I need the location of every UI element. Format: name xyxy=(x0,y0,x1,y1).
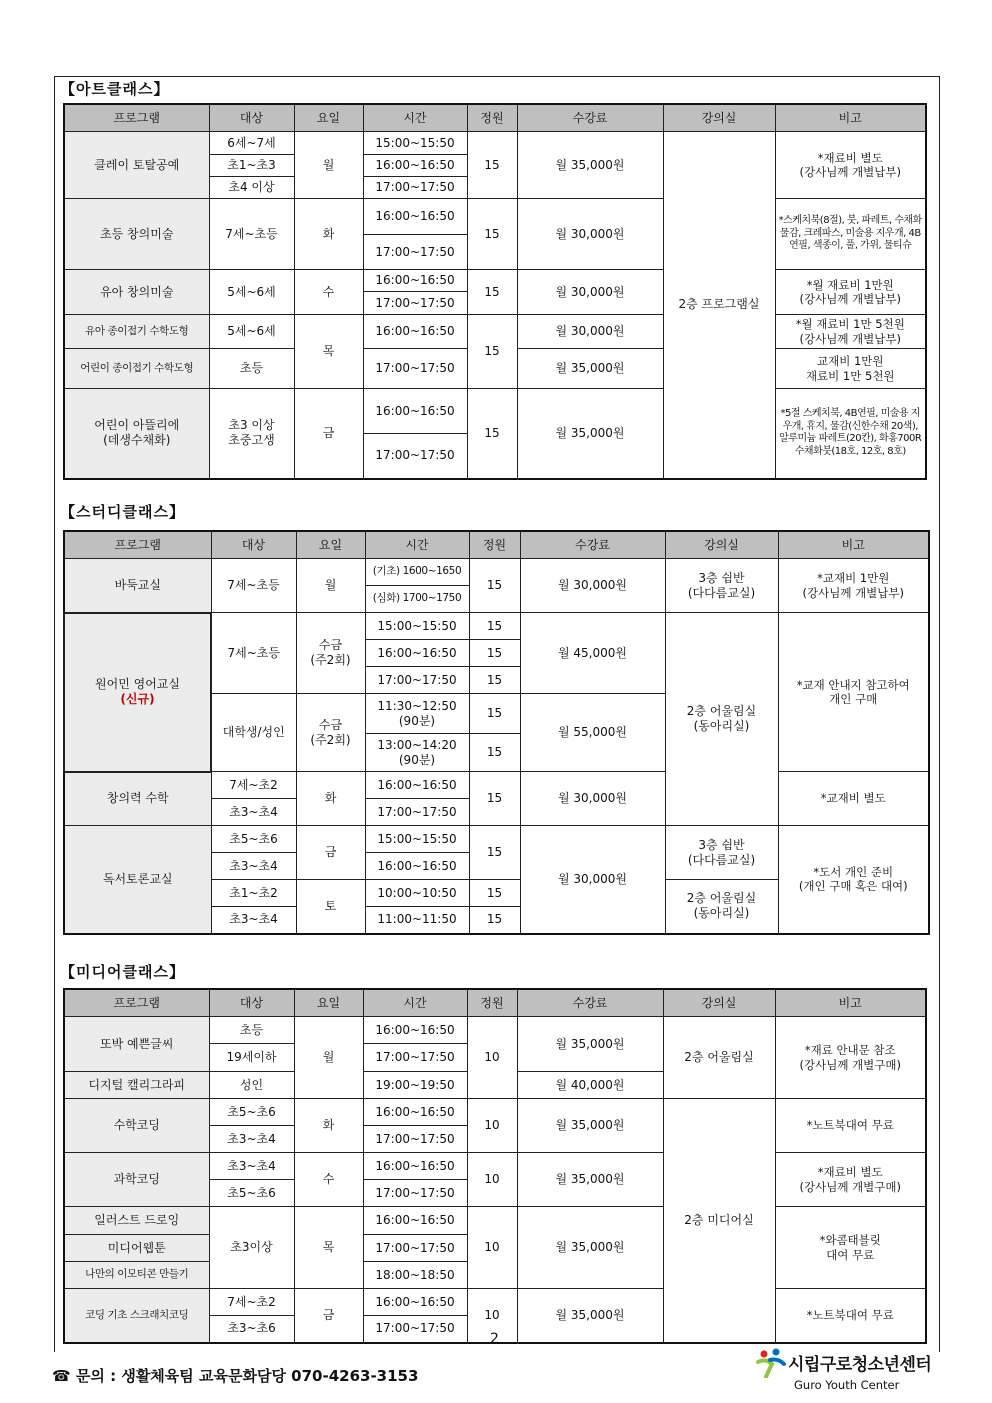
header-note: 비고 xyxy=(775,104,926,132)
fee: 월 45,000원 xyxy=(520,613,665,694)
header-fee: 수강료 xyxy=(520,531,665,559)
study-class-table xyxy=(63,530,930,935)
header-target: 대상 xyxy=(211,531,296,559)
capacity: 15 xyxy=(467,389,517,479)
time: 13:00~14:20 (90분) xyxy=(365,734,469,772)
time: 17:00~17:50 xyxy=(363,349,467,389)
header-program: 프로그램 xyxy=(64,104,209,132)
time: 16:00~16:50 xyxy=(365,772,469,799)
room: 2층 미디어실 xyxy=(663,1099,775,1343)
fee: 월 35,000원 xyxy=(517,1153,663,1207)
capacity: 15 xyxy=(467,315,517,389)
time: 16:00~16:50 xyxy=(365,853,469,880)
header-note: 비고 xyxy=(778,531,929,559)
program-name: 독서토론교실 xyxy=(64,826,211,934)
program-name: 코딩 기초 스크래치코딩 xyxy=(64,1289,209,1343)
logo-korean-name: 시립구로청소년센터 xyxy=(788,1354,932,1375)
fee: 월 30,000원 xyxy=(520,772,665,826)
capacity: 15 xyxy=(469,640,520,667)
program-name: 유아 종이접기 수학도형 xyxy=(64,315,209,349)
program-title: 원어민 영어교실 xyxy=(95,677,180,691)
note: *도서 개인 준비 (개인 구매 혹은 대여) xyxy=(778,826,929,934)
day: 수 xyxy=(294,270,363,315)
time: 17:00~17:50 xyxy=(363,434,467,479)
header-time: 시간 xyxy=(363,104,467,132)
day: 금 xyxy=(296,826,365,880)
fee: 월 35,000원 xyxy=(517,1289,663,1343)
logo xyxy=(754,1346,931,1392)
note: 교재비 1만원 재료비 1만 5천원 xyxy=(775,349,926,389)
time: 16:00~16:50 xyxy=(365,640,469,667)
time: 11:00~11:50 xyxy=(365,907,469,934)
fee: 월 55,000원 xyxy=(520,694,665,772)
program-name: 초등 창의미술 xyxy=(64,199,209,270)
time: 16:00~16:50 xyxy=(363,1153,467,1180)
target: 대학생/성인 xyxy=(211,694,296,772)
target: 초등 xyxy=(209,349,294,389)
time: 17:00~17:50 xyxy=(363,177,467,199)
time: 10:00~10:50 xyxy=(365,880,469,907)
day: 월 xyxy=(294,1017,363,1099)
fee: 월 35,000원 xyxy=(517,349,663,389)
program-name xyxy=(64,613,211,772)
fee: 월 30,000원 xyxy=(520,559,665,613)
header-target: 대상 xyxy=(209,989,294,1017)
note: *재료비 별도 (강사님께 개별구매) xyxy=(775,1153,926,1207)
target: 7세~초2 xyxy=(209,1289,294,1316)
time: 16:00~16:50 xyxy=(363,270,467,292)
header-day: 요일 xyxy=(294,989,363,1017)
target: 초3~초4 xyxy=(211,799,296,826)
program-name: 디지털 캘리그라피 xyxy=(64,1072,209,1099)
note: *노트북대여 무료 xyxy=(775,1289,926,1343)
program-name: 어린이 아뜰리에 (데생수채화) xyxy=(64,389,209,479)
time: 17:00~17:50 xyxy=(363,1235,467,1262)
day: 수 xyxy=(294,1153,363,1207)
room: 2층 어울림실 xyxy=(663,1017,775,1099)
time: 19:00~19:50 xyxy=(363,1072,467,1099)
header-time: 시간 xyxy=(365,531,469,559)
note: *교재 안내지 참고하여 개인 구매 xyxy=(778,613,929,772)
time: 17:00~17:50 xyxy=(363,1316,467,1343)
capacity: 10 xyxy=(467,1289,517,1343)
contact-footer: ☎ 문의 : 생활체육팀 교육문화담당 070-4263-3153 xyxy=(52,1367,419,1385)
target: 7세~초등 xyxy=(211,559,296,613)
target: 초3 이상 초중고생 xyxy=(209,389,294,479)
time: 17:00~17:50 xyxy=(363,1180,467,1207)
note: *재료비 별도 (강사님께 개별납부) xyxy=(775,132,926,199)
capacity: 15 xyxy=(467,132,517,199)
day: 화 xyxy=(294,1099,363,1153)
header-capacity: 정원 xyxy=(467,104,517,132)
capacity: 10 xyxy=(467,1207,517,1289)
target: 5세~6세 xyxy=(209,270,294,315)
target: 초1~초2 xyxy=(211,880,296,907)
fee: 월 35,000원 xyxy=(517,1017,663,1072)
room: 2층 프로그램실 xyxy=(663,132,775,479)
media-class-table xyxy=(63,988,927,1344)
capacity: 15 xyxy=(469,772,520,826)
target: 초3~초4 xyxy=(209,1153,294,1180)
time: 16:00~16:50 xyxy=(363,1289,467,1316)
note: *재료 안내문 참조 (강사님께 개별구매) xyxy=(775,1017,926,1099)
program-name: 어린이 종이접기 수학도형 xyxy=(64,349,209,389)
time: 16:00~16:50 xyxy=(363,199,467,235)
fee: 월 30,000원 xyxy=(517,270,663,315)
day: 월 xyxy=(296,559,365,613)
fee: 월 30,000원 xyxy=(517,199,663,270)
study-section-title: 【스터디클래스】 xyxy=(60,503,185,521)
time: 16:00~16:50 xyxy=(363,1207,467,1235)
fee: 월 35,000원 xyxy=(517,1207,663,1289)
target: 초1~초3 xyxy=(209,155,294,177)
program-name: 창의력 수학 xyxy=(64,772,211,826)
header-day: 요일 xyxy=(294,104,363,132)
target: 초5~초6 xyxy=(209,1099,294,1126)
fee: 월 35,000원 xyxy=(517,132,663,199)
target: 7세~초2 xyxy=(211,772,296,799)
program-name: 미디어웹툰 xyxy=(64,1235,209,1262)
capacity: 15 xyxy=(467,199,517,270)
header-day: 요일 xyxy=(296,531,365,559)
capacity: 15 xyxy=(469,734,520,772)
capacity: 15 xyxy=(469,559,520,613)
program-name: 수학코딩 xyxy=(64,1099,209,1153)
capacity: 15 xyxy=(469,694,520,734)
time: 17:00~17:50 xyxy=(365,667,469,694)
header-program: 프로그램 xyxy=(64,531,211,559)
header-capacity: 정원 xyxy=(467,989,517,1017)
time: 15:00~15:50 xyxy=(363,132,467,155)
day: 화 xyxy=(296,772,365,826)
header-fee: 수강료 xyxy=(517,989,663,1017)
day: 토 xyxy=(296,880,365,934)
target: 초3~초6 xyxy=(209,1316,294,1343)
time: 18:00~18:50 xyxy=(363,1262,467,1289)
program-name: 나만의 이모티콘 만들기 xyxy=(64,1262,209,1289)
target: 초등 xyxy=(209,1017,294,1044)
target: 초3~초4 xyxy=(209,1126,294,1153)
media-section-title: 【미디어클래스】 xyxy=(60,963,185,981)
new-badge: (신규) xyxy=(120,692,155,706)
target: 6세~7세 xyxy=(209,132,294,155)
program-name: 또박 예쁜글씨 xyxy=(64,1017,209,1072)
fee: 월 35,000원 xyxy=(517,1099,663,1153)
fee: 월 30,000원 xyxy=(520,826,665,934)
header-room: 강의실 xyxy=(663,989,775,1017)
room: 3층 쉼반 (다다름교실) xyxy=(665,559,778,613)
capacity: 15 xyxy=(469,613,520,640)
day: 목 xyxy=(294,315,363,389)
time: 17:00~17:50 xyxy=(363,235,467,270)
art-section-title: 【아트클래스】 xyxy=(60,80,170,98)
program-name: 클레이 토탈공예 xyxy=(64,132,209,199)
fee: 월 40,000원 xyxy=(517,1072,663,1099)
target: 7세~초등 xyxy=(209,199,294,270)
target: 초3이상 xyxy=(209,1207,294,1289)
capacity: 10 xyxy=(467,1017,517,1099)
header-time: 시간 xyxy=(363,989,467,1017)
time: 16:00~16:50 xyxy=(363,1099,467,1126)
time: 17:00~17:50 xyxy=(363,1126,467,1153)
room: 3층 쉼반 (다다름교실) xyxy=(665,826,778,880)
capacity: 15 xyxy=(469,907,520,934)
center-logo-icon xyxy=(754,1346,788,1378)
time: 16:00~16:50 xyxy=(363,1017,467,1044)
note: *5절 스케치북, 4B연필, 미술용 지우개, 휴지, 물감(신한수채 20색), 알루미늄 파레트(20칸), 화홍700R 수채화붓(18호, 12호, 8호) xyxy=(775,389,926,479)
time: 16:00~16:50 xyxy=(363,155,467,177)
target: 초3~초4 xyxy=(211,853,296,880)
time: (기초) 1600~1650 xyxy=(365,559,469,586)
day: 금 xyxy=(294,389,363,479)
capacity: 15 xyxy=(467,270,517,315)
header-room: 강의실 xyxy=(665,531,778,559)
note: *노트북대여 무료 xyxy=(775,1099,926,1153)
target: 성인 xyxy=(209,1072,294,1099)
header-target: 대상 xyxy=(209,104,294,132)
fee: 월 30,000원 xyxy=(517,315,663,349)
note: *교재비 별도 xyxy=(778,772,929,826)
capacity: 10 xyxy=(467,1153,517,1207)
note: *교재비 1만원 (강사님께 개별납부) xyxy=(778,559,929,613)
day: 금 xyxy=(294,1289,363,1343)
time: 15:00~15:50 xyxy=(365,613,469,640)
note: *와콤태블릿 대여 무료 xyxy=(775,1207,926,1289)
target: 초4 이상 xyxy=(209,177,294,199)
time: 16:00~16:50 xyxy=(363,389,467,434)
target: 19세이하 xyxy=(209,1044,294,1072)
page-number: 2 xyxy=(490,1331,499,1347)
program-name: 유아 창의미술 xyxy=(64,270,209,315)
program-name: 일러스트 드로잉 xyxy=(64,1207,209,1235)
time: 15:00~15:50 xyxy=(365,826,469,853)
program-name: 과학코딩 xyxy=(64,1153,209,1207)
header-room: 강의실 xyxy=(663,104,775,132)
time: 17:00~17:50 xyxy=(363,292,467,315)
note: *월 재료비 1만 5천원 (강사님께 개별납부) xyxy=(775,315,926,349)
art-class-table xyxy=(63,103,927,480)
time: 16:00~16:50 xyxy=(363,315,467,349)
header-note: 비고 xyxy=(775,989,926,1017)
note: *스케치북(8절), 붓, 파레트, 수채화물감, 크레파스, 미술용 지우개, 4B연필, 색종이, 풀, 가위, 물티슈 xyxy=(775,199,926,270)
target: 초5~초6 xyxy=(209,1180,294,1207)
header-program: 프로그램 xyxy=(64,989,209,1017)
target: 초5~초6 xyxy=(211,826,296,853)
capacity: 10 xyxy=(467,1099,517,1153)
room: 2층 어울림실 (동아리실) xyxy=(665,613,778,826)
day: 수금 (주2회) xyxy=(296,613,365,694)
day: 월 xyxy=(294,132,363,199)
time: (심화) 1700~1750 xyxy=(365,586,469,613)
capacity: 15 xyxy=(469,826,520,880)
header-capacity: 정원 xyxy=(469,531,520,559)
logo-english-name: Guro Youth Center xyxy=(794,1378,900,1392)
program-name: 바둑교실 xyxy=(64,559,211,613)
target: 5세~6세 xyxy=(209,315,294,349)
day: 화 xyxy=(294,199,363,270)
day: 목 xyxy=(294,1207,363,1289)
target: 초3~초4 xyxy=(211,907,296,934)
header-fee: 수강료 xyxy=(517,104,663,132)
time: 11:30~12:50 (90분) xyxy=(365,694,469,734)
capacity: 15 xyxy=(469,667,520,694)
time: 17:00~17:50 xyxy=(363,1044,467,1072)
note: *월 재료비 1만원 (강사님께 개별납부) xyxy=(775,270,926,315)
target: 7세~초등 xyxy=(211,613,296,694)
fee: 월 35,000원 xyxy=(517,389,663,479)
room: 2층 어울림실 (동아리실) xyxy=(665,880,778,934)
time: 17:00~17:50 xyxy=(365,799,469,826)
capacity: 15 xyxy=(469,880,520,907)
day: 수금 (주2회) xyxy=(296,694,365,772)
